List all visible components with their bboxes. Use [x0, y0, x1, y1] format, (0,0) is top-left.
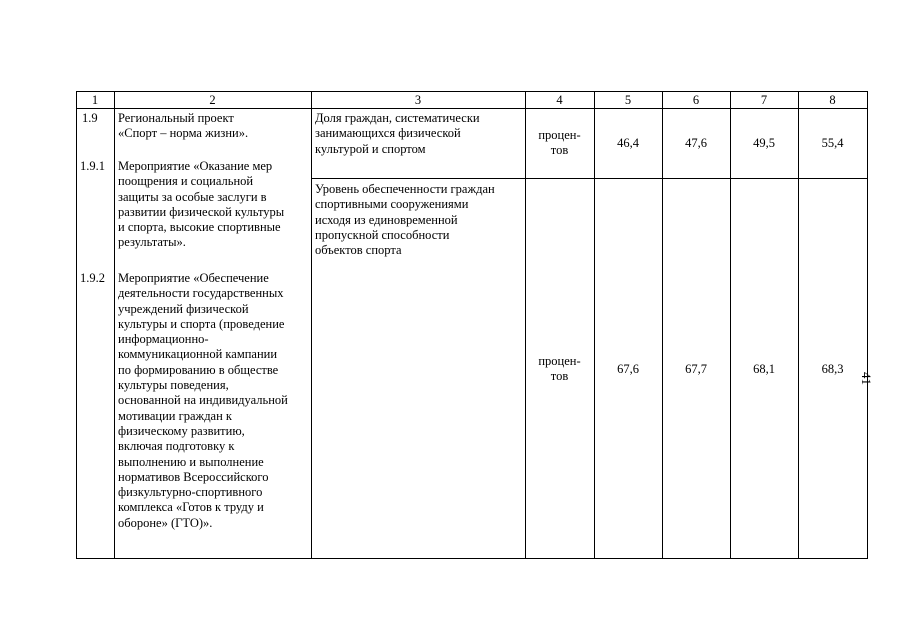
text-line: развитии физической культуры: [118, 204, 285, 219]
text-line: Уровень обеспеченности граждан: [315, 182, 495, 196]
table-border-left: [76, 91, 77, 558]
item-number: 1.9: [82, 111, 98, 125]
column-header: 2: [209, 93, 216, 107]
column-divider: [114, 91, 115, 558]
activity-name: [118, 271, 288, 531]
text-line: деятельности государственных: [118, 286, 284, 301]
text-line: Мероприятие «Оказание мер: [118, 159, 273, 173]
text-line: физкультурно-спортивного: [118, 485, 263, 500]
text-line: культуры поведения,: [118, 378, 229, 393]
text-line: пропускной способности: [315, 227, 450, 242]
column-header: 1: [91, 93, 99, 107]
text-line: занимающихся физической: [315, 126, 461, 141]
text-line: основанной на индивидуальной: [118, 393, 288, 408]
text-line: тов: [550, 369, 569, 384]
item-number: 1.9.1: [80, 159, 105, 173]
column-divider: [730, 91, 731, 558]
activity-name: [118, 159, 284, 251]
text-line: объектов спорта: [315, 243, 402, 258]
column-divider: [594, 91, 595, 558]
text-line: культуры и спорта (проведение: [118, 316, 285, 331]
text-line: тов: [550, 143, 569, 158]
column-header: 3: [414, 93, 422, 107]
value-cell: 46,4: [617, 136, 639, 150]
text-line: защиты за особые заслуги в: [118, 189, 267, 204]
indicator-name: [315, 182, 495, 258]
text-line: культурой и спортом: [315, 141, 426, 156]
text-line: информационно-: [118, 332, 209, 347]
table-border-right: [867, 91, 868, 558]
project-name: [118, 111, 248, 142]
column-header: 8: [829, 93, 836, 107]
text-line: включая подготовку к: [118, 439, 235, 454]
text-line: «Спорт – норма жизни».: [118, 126, 249, 141]
text-line: и спорта, высокие спортивные: [118, 220, 281, 235]
text-line: мотивации граждан к: [118, 408, 232, 423]
value-cell: 67,6: [617, 362, 639, 376]
text-line: комплекса «Готов к труду и: [118, 500, 264, 515]
column-header: 4: [556, 93, 563, 107]
text-line: Мероприятие «Обеспечение: [118, 271, 269, 285]
text-line: спортивными сооружениями: [315, 197, 469, 212]
text-line: по формированию в обществе: [118, 362, 279, 377]
indicator-row-divider: [311, 178, 867, 179]
text-line: поощрения и социальной: [118, 174, 254, 189]
value-cell: 55,4: [821, 136, 844, 150]
text-line: процен-: [538, 354, 581, 368]
table-border-bottom: [76, 558, 868, 559]
value-cell: 47,6: [685, 136, 707, 150]
table-border-top: [76, 91, 868, 92]
column-divider: [525, 91, 526, 558]
text-line: процен-: [538, 128, 581, 142]
column-divider: [311, 91, 312, 558]
text-line: учреждений физической: [118, 301, 249, 316]
value-cell: 68,3: [821, 362, 844, 376]
text-line: Доля граждан, систематически: [315, 111, 480, 125]
text-line: Региональный проект: [118, 111, 234, 125]
column-header: 6: [692, 93, 700, 107]
column-divider: [662, 91, 663, 558]
unit-cell: [525, 354, 594, 385]
text-line: физическому развитию,: [118, 423, 245, 438]
column-header: 7: [760, 93, 768, 107]
text-line: нормативов Всероссийского: [118, 469, 269, 484]
text-line: результаты».: [118, 235, 186, 250]
text-line: выполнению и выполнение: [118, 454, 264, 469]
column-divider: [798, 91, 799, 558]
unit-cell: [525, 128, 594, 159]
text-line: обороне» (ГТО)».: [118, 515, 213, 530]
indicator-name: [315, 111, 480, 157]
text-line: коммуникационной кампании: [118, 347, 278, 362]
value-cell: 67,7: [685, 362, 707, 376]
page-number: 41: [859, 372, 874, 385]
item-number: 1.9.2: [80, 271, 105, 285]
value-cell: 68,1: [753, 362, 775, 376]
value-cell: 49,5: [753, 136, 775, 150]
column-header: 5: [624, 93, 632, 107]
text-line: исходя из единовременной: [315, 212, 458, 227]
